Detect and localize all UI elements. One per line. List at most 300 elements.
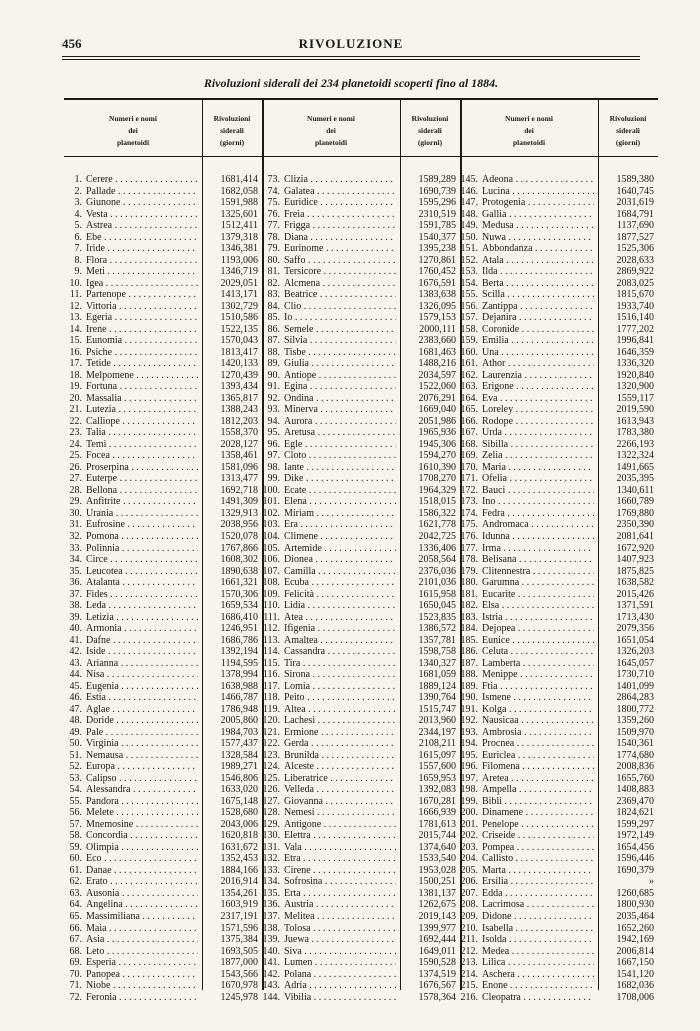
sidereal-revolution-days: 1525,306 (616, 243, 654, 255)
sidereal-revolution-days: 2031,619 (616, 197, 654, 209)
planetoid-name: Erigone . . . (482, 381, 594, 393)
planetoid-number: 80. (267, 254, 280, 266)
table-row (64, 899, 262, 911)
planetoid-number: 85. (267, 312, 280, 324)
name-column-header (64, 113, 202, 149)
table-row (64, 980, 262, 992)
table-row (460, 646, 658, 658)
table-row (460, 266, 658, 278)
sidereal-revolution-days: 1620,818 (220, 830, 258, 842)
sidereal-revolution-days: 1558,370 (220, 427, 258, 439)
planetoid-number: 119. (262, 703, 280, 715)
planetoid-number: 1. (74, 174, 82, 185)
table-row (64, 830, 262, 842)
sidereal-revolution-days: 1375,384 (220, 934, 258, 946)
planetoid-number: 123. (262, 749, 280, 761)
planetoid-number: 81. (267, 266, 280, 278)
sidereal-revolution-days: 1824,621 (616, 807, 654, 819)
planetoid-name: Letizia . . . (86, 612, 198, 624)
sidereal-revolution-days: 2015,426 (616, 588, 654, 600)
sidereal-revolution-days: 1137,690 (616, 220, 654, 232)
planetoid-name: Laurenzia . . . (482, 370, 594, 382)
sidereal-revolution-days: 1730,710 (616, 669, 654, 681)
planetoid-number: 213. (460, 957, 478, 969)
planetoid-number: 172. (460, 484, 478, 496)
planetoid-number: 15. (69, 335, 82, 347)
planetoid-name: Velleda . . . (284, 784, 396, 796)
table-row (262, 911, 460, 923)
table-row (460, 220, 658, 232)
planetoid-number: 179. (460, 565, 478, 577)
sidereal-revolution-days: 1645,057 (616, 657, 654, 669)
table-row (460, 899, 658, 911)
planetoid-number: 184. (460, 623, 478, 635)
planetoid-name: Una . . . (482, 347, 594, 359)
table-row (460, 807, 658, 819)
table-row (64, 658, 262, 670)
planetoid-number: 208. (460, 899, 478, 911)
planetoid-number: 60. (69, 853, 82, 865)
planetoid-number: 186. (460, 646, 478, 658)
sidereal-revolution-days: 1953,028 (418, 864, 456, 876)
planetoid-number: 92. (267, 392, 280, 404)
table-row (64, 969, 262, 981)
planetoid-number: 56. (69, 807, 82, 819)
table-row (64, 646, 262, 658)
planetoid-name: Vesta . . . (86, 209, 198, 221)
planetoid-number: 25. (69, 450, 82, 462)
planetoid-number: 193. (460, 726, 478, 738)
planetoid-name: Sibilla . . . (482, 439, 594, 451)
planetoid-name: Lumen . . . (284, 957, 396, 969)
table-row (460, 554, 658, 566)
planetoid-number: 142. (262, 968, 280, 980)
sidereal-revolution-days: 1933,740 (616, 300, 654, 312)
running-title: RIVOLUZIONE (298, 36, 404, 51)
planetoid-name: Erato . . . (86, 876, 198, 888)
sidereal-revolution-days: 1313,477 (220, 473, 258, 485)
sidereal-revolution-days: 2013,960 (418, 715, 456, 727)
sidereal-revolution-days: 1686,410 (220, 611, 258, 623)
planetoid-name: Criseide . . . (482, 830, 594, 842)
planetoid-name: Massimiliana . . . (86, 911, 198, 923)
planetoid-name: Coronide . . . (482, 324, 594, 336)
planetoid-number: 125. (262, 772, 280, 784)
sidereal-revolution-days: 1875,825 (616, 565, 654, 577)
table-row (460, 980, 658, 992)
planetoid-name: Peito . . . (284, 692, 396, 704)
planetoid-name: Procnea . . . (482, 738, 594, 750)
planetoid-name: Fortuna . . . (86, 381, 198, 393)
planetoid-number: 16. (69, 346, 82, 358)
planetoid-name: Ambrosia . . . (482, 727, 594, 739)
sidereal-revolution-days: 1500,251 (418, 876, 456, 888)
table-row (262, 347, 460, 359)
planetoid-number: 206. (460, 876, 478, 888)
sidereal-revolution-days: 1570,306 (220, 588, 258, 600)
table-row (64, 669, 262, 681)
sidereal-revolution-days: 1571,596 (220, 922, 258, 934)
planetoid-number: 124. (262, 761, 280, 773)
header-line: planetoidi (116, 138, 150, 147)
planetoid-name: Alceste . . . (284, 761, 396, 773)
table-row (64, 462, 262, 474)
planetoid-name: Euriclea . . . (482, 750, 594, 762)
planetoid-name: Feronia . . . (86, 992, 198, 1004)
planetoid-number: 187. (460, 657, 478, 669)
planetoid-name: Vittoria . . . (86, 301, 198, 313)
table-row (64, 186, 262, 198)
table-row (262, 807, 460, 819)
table-row (64, 934, 262, 946)
sidereal-revolution-days: 1877,000 (220, 957, 258, 969)
planetoid-name: Pandora . . . (86, 796, 198, 808)
table-row (460, 416, 658, 428)
sidereal-revolution-days: 1965,936 (418, 427, 456, 439)
planetoid-name: Astrea . . . (86, 220, 198, 232)
sidereal-revolution-days: 1594,270 (418, 450, 456, 462)
planetoid-number: 24. (69, 438, 82, 450)
table-title: Rivoluzioni siderali dei 234 planetoidi scoperti fino al 1884. (203, 76, 499, 90)
table-row (262, 692, 460, 704)
planetoid-number: 48. (69, 715, 82, 727)
table-row (262, 496, 460, 508)
planetoid-number: 141. (262, 957, 280, 969)
planetoid-name: Bellona . . . (86, 485, 198, 497)
planetoid-number: 82. (267, 277, 280, 289)
planetoid-name: Talia . . . (86, 427, 198, 439)
sidereal-revolution-days: 2019,590 (616, 404, 654, 416)
sidereal-revolution-days: 1681,463 (418, 346, 456, 358)
planetoid-number: 145. (460, 174, 478, 185)
sidereal-revolution-days: 1610,390 (418, 461, 456, 473)
sidereal-revolution-days: 1920,840 (616, 369, 654, 381)
planetoid-number: 215. (460, 980, 478, 992)
planetoid-name: Fedra . . . (482, 508, 594, 520)
planetoid-name: Giovanna . . . (284, 796, 396, 808)
table-row (460, 381, 658, 393)
table-row (460, 589, 658, 601)
table-row (64, 577, 262, 589)
planetoid-number: 190. (460, 692, 478, 704)
planetoid-number: 61. (69, 864, 82, 876)
sidereal-revolution-days: 1365,817 (220, 392, 258, 404)
planetoid-name: Concordia . . . (86, 830, 198, 842)
sidereal-revolution-days: 1667,150 (616, 957, 654, 969)
planetoid-number: 39. (69, 611, 82, 623)
planetoid-number: 158. (460, 323, 478, 335)
planetoid-name: Partenope . . . (86, 289, 198, 301)
sidereal-revolution-days: 1591,988 (220, 197, 258, 209)
planetoid-name: Ecuba . . . (284, 577, 396, 589)
table-row (64, 704, 262, 716)
planetoid-name: Nuwa . . . (482, 232, 594, 244)
sidereal-revolution-days: 1523,835 (418, 611, 456, 623)
sidereal-revolution-days: 1598,758 (418, 646, 456, 658)
table-row (64, 473, 262, 485)
planetoid-name: Elsa . . . (482, 600, 594, 612)
sidereal-revolution-days: 1528,680 (220, 807, 258, 819)
sidereal-revolution-days: 1760,452 (418, 266, 456, 278)
sidereal-revolution-days: 1589,380 (616, 174, 654, 185)
table-row (262, 393, 460, 405)
table-row (262, 589, 460, 601)
table-row (64, 738, 262, 750)
table-row (262, 635, 460, 647)
planetoid-number: 196. (460, 761, 478, 773)
sidereal-revolution-days: 1708,006 (616, 991, 654, 1003)
table-row (262, 370, 460, 382)
table-row (460, 969, 658, 981)
planetoid-number: 160. (460, 346, 478, 358)
sidereal-revolution-days: 1651,054 (616, 634, 654, 646)
planetoid-name: Egeria . . . (86, 312, 198, 324)
planetoid-number: 180. (460, 577, 478, 589)
sidereal-revolution-days: 1669,040 (418, 404, 456, 416)
planetoid-name: Ermione . . . (284, 727, 396, 739)
planetoid-number: 166. (460, 415, 478, 427)
planetoid-number: 138. (262, 922, 280, 934)
sidereal-revolution-days: 1346,719 (220, 266, 258, 278)
table-row (262, 427, 460, 439)
planetoid-number: 75. (267, 197, 280, 209)
table-row (64, 853, 262, 865)
planetoid-number: 107. (262, 565, 280, 577)
planetoid-name: Emilia . . . (482, 335, 594, 347)
planetoid-name: Juewa . . . (284, 934, 396, 946)
header-line: siderali (418, 126, 442, 135)
sidereal-revolution-days: 1591,785 (418, 220, 456, 232)
planetoid-number: 176. (460, 530, 478, 542)
table-row (64, 289, 262, 301)
table-row (64, 554, 262, 566)
planetoid-name: Maia . . . (86, 923, 198, 935)
sidereal-revolution-days: 1578,364 (418, 991, 456, 1003)
sidereal-revolution-days: 1328,584 (220, 749, 258, 761)
planetoid-name: Aurora . . . (284, 416, 396, 428)
table-row (460, 508, 658, 520)
planetoid-number: 170. (460, 461, 478, 473)
planetoid-name: Dafne . . . (86, 635, 198, 647)
planetoid-name: Vala . . . (284, 842, 396, 854)
planetoid-number: 154. (460, 277, 478, 289)
table-row (64, 623, 262, 635)
table-row (262, 566, 460, 578)
planetoid-name: Clio . . . (284, 301, 396, 313)
planetoid-number: 134. (262, 876, 280, 888)
sidereal-revolution-days: 1659,953 (418, 772, 456, 784)
sidereal-revolution-days: 2376,036 (418, 565, 456, 577)
table-row (64, 312, 262, 324)
planetoid-number: 189. (460, 680, 478, 692)
planetoid-number: 103. (262, 519, 280, 531)
sidereal-revolution-days: 1407,923 (616, 554, 654, 566)
planetoid-name: Lomia . . . (284, 681, 396, 693)
planetoid-number: 188. (460, 669, 478, 681)
table-row (460, 830, 658, 842)
planetoid-number: 17. (69, 358, 82, 370)
planetoid-name: Eva . . . (482, 393, 594, 405)
table-row (262, 842, 460, 854)
sidereal-revolution-days: 1877,527 (616, 231, 654, 243)
table-row (460, 243, 658, 255)
planetoid-name: Cassandra . . . (284, 646, 396, 658)
sidereal-revolution-days: 1543,566 (220, 968, 258, 980)
planetoid-number: 128. (262, 807, 280, 819)
sidereal-revolution-days: 1692,444 (418, 934, 456, 946)
table-row (262, 485, 460, 497)
header-line: Rivoluzioni (411, 114, 449, 123)
planetoid-name: Mnemosine . . . (86, 819, 198, 831)
sidereal-revolution-days: 1374,640 (418, 841, 456, 853)
table-row (460, 186, 658, 198)
planetoid-number: 19. (69, 381, 82, 393)
planetoid-name: Fides . . . (86, 589, 198, 601)
table-row (64, 220, 262, 232)
planetoid-number: 204. (460, 853, 478, 865)
planetoid-name: Meti . . . (86, 266, 198, 278)
planetoid-number: 50. (69, 738, 82, 750)
table-row (460, 577, 658, 589)
table-row (64, 750, 262, 762)
sidereal-revolution-days: 1672,920 (616, 542, 654, 554)
header-line: planetoidi (314, 138, 348, 147)
sidereal-revolution-days: 1358,461 (220, 450, 258, 462)
planetoid-name: Iside . . . (86, 646, 198, 658)
planetoid-number: 70. (69, 968, 82, 980)
planetoid-number: 65. (69, 911, 82, 922)
planetoid-number: 216. (460, 991, 478, 1003)
planetoid-number: 53. (69, 772, 82, 784)
planetoid-name: Io . . . (284, 312, 396, 324)
planetoid-name: Arianna . . . (86, 658, 198, 670)
table-row (262, 727, 460, 739)
table-row (64, 727, 262, 739)
table-row (460, 773, 658, 785)
planetoid-name: Beatrice . . . (284, 289, 396, 301)
days-column-header (202, 113, 262, 149)
planetoid-number: 94. (267, 415, 280, 427)
planetoid-number: 2. (74, 185, 82, 197)
planetoid-name: Ersilia . . . (482, 876, 594, 888)
planetoid-name: Asia . . . (86, 934, 198, 946)
planetoid-number: 183. (460, 611, 478, 623)
planetoid-name: Flora . . . (86, 255, 198, 267)
sidereal-revolution-days: 1596,446 (616, 853, 654, 865)
name-column-header (460, 113, 598, 149)
sidereal-revolution-days: 2043,006 (220, 818, 258, 830)
sidereal-revolution-days: 1649,011 (418, 945, 456, 957)
sidereal-revolution-days: 1777,202 (616, 323, 654, 335)
planetoid-number: 30. (69, 507, 82, 519)
planetoid-number: 207. (460, 887, 478, 899)
table-row (460, 934, 658, 946)
table-row (460, 681, 658, 693)
planetoid-number: 168. (460, 438, 478, 450)
sidereal-revolution-days: 1408,883 (616, 784, 654, 796)
planetoid-name: Idunna . . . (482, 531, 594, 543)
sidereal-revolution-days: 1512,411 (220, 220, 258, 232)
table-row (262, 980, 460, 992)
planetoid-number: 18. (69, 369, 82, 381)
planetoid-number: 161. (460, 358, 478, 370)
table-row (460, 197, 658, 209)
planetoid-number: 33. (69, 542, 82, 554)
sidereal-revolution-days: 1194,595 (220, 657, 258, 669)
table-row (64, 174, 262, 186)
planetoid-number: 178. (460, 554, 478, 566)
table-row (262, 715, 460, 727)
planetoid-name: Loreley . . . (482, 404, 594, 416)
table-row (262, 923, 460, 935)
planetoid-number: 98. (267, 461, 280, 473)
planetoid-number: 44. (69, 669, 82, 681)
planetoid-name: Menippe . . . (482, 669, 594, 681)
sidereal-revolution-days: 2369,470 (616, 795, 654, 807)
sidereal-revolution-days: 2008,836 (616, 761, 654, 773)
planetoid-number: 102. (262, 507, 280, 519)
table-row (460, 612, 658, 624)
header-line: Numeri e nomi (307, 114, 355, 123)
planetoid-number: 95. (267, 427, 280, 439)
planetoid-number: 113. (262, 634, 280, 646)
planetoid-number: 93. (267, 404, 280, 416)
planetoid-name: Austria . . . (284, 899, 396, 911)
planetoid-name: Estia . . . (86, 692, 198, 704)
sidereal-revolution-days: 2266,193 (616, 438, 654, 450)
table-row (64, 335, 262, 347)
planetoid-number: 169. (460, 450, 478, 462)
planetoid-name: Cleopatra . . . (482, 992, 594, 1004)
planetoid-number: 137. (262, 911, 280, 922)
sidereal-revolution-days: 1570,043 (220, 335, 258, 347)
planetoid-number: 214. (460, 968, 478, 980)
table-row (262, 957, 460, 969)
sidereal-revolution-days: 1322,324 (616, 450, 654, 462)
planetoid-name: Alessandra . . . (86, 784, 198, 796)
sidereal-revolution-days: 1401,099 (616, 680, 654, 692)
table-row (262, 646, 460, 658)
sidereal-revolution-days: 1336,406 (418, 542, 456, 554)
planetoid-number: 74. (267, 185, 280, 197)
table-row (64, 393, 262, 405)
table-row (460, 888, 658, 900)
planetoid-name: Athor . . . (482, 358, 594, 370)
table-row (64, 761, 262, 773)
table-row (460, 658, 658, 670)
planetoid-number: 100. (262, 484, 280, 496)
sidereal-revolution-days: 1516,140 (616, 312, 654, 324)
planetoid-name: Dionea . . . (284, 554, 396, 566)
planetoid-name: Cerere . . . (86, 174, 198, 186)
planetoid-name: Aschera . . . (482, 969, 594, 981)
sidereal-revolution-days: 1357,781 (418, 634, 456, 646)
table-row (460, 865, 658, 877)
sidereal-revolution-days: 2035,395 (616, 473, 654, 485)
planetoid-number: 22. (69, 415, 82, 427)
planetoid-number: 155. (460, 289, 478, 301)
planetoid-name: Brunilda . . . (284, 750, 396, 762)
table-row (262, 439, 460, 451)
table-row (460, 842, 658, 854)
sidereal-revolution-days: 1690,379 (616, 864, 654, 876)
sidereal-revolution-days: 1774,680 (616, 749, 654, 761)
planetoid-number: 143. (262, 980, 280, 992)
planetoid-number: 162. (460, 369, 478, 381)
planetoid-number: 135. (262, 887, 280, 899)
planetoid-number: 209. (460, 911, 478, 922)
planetoid-number: 126. (262, 784, 280, 796)
